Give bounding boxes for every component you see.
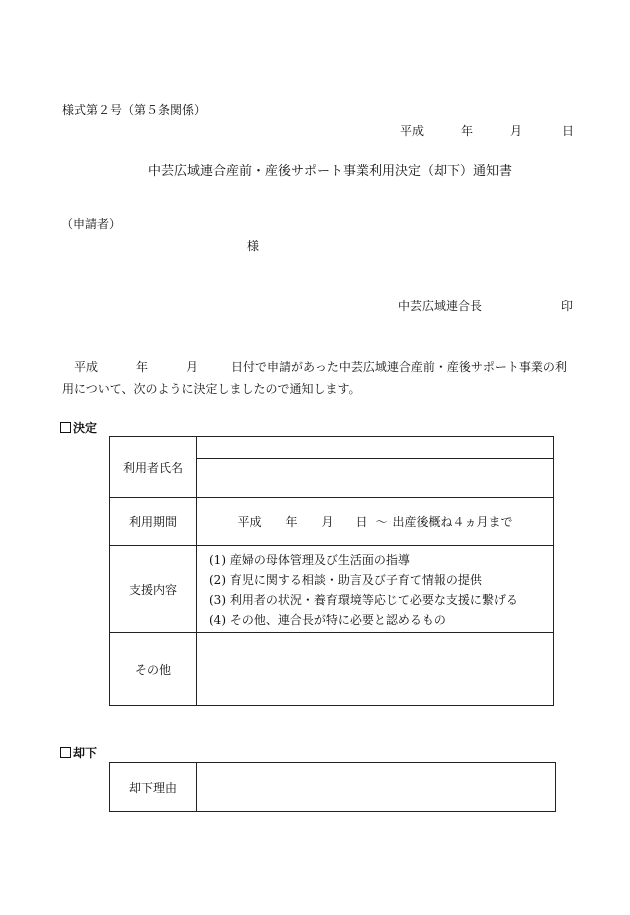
notice-body-line2: 用について、次のように決定しましたので通知します。	[62, 382, 361, 396]
table-row	[110, 437, 554, 459]
rejection-table	[109, 762, 556, 812]
form-number: 様式第２号（第５条関係）	[62, 103, 207, 117]
notice-body	[62, 356, 574, 400]
table-row	[110, 498, 554, 546]
support-content	[197, 546, 554, 633]
reason-label: 却下理由	[110, 763, 197, 812]
document-title: 中芸広域連合産前・産後サポート事業利用決定（却下）通知書	[148, 164, 513, 179]
date-year-unit: 年	[461, 124, 474, 138]
other-label: その他	[110, 633, 197, 706]
user-name-label: 利用者氏名	[110, 437, 197, 498]
table-row	[110, 546, 554, 633]
rejection-heading	[60, 744, 97, 761]
date-month-unit: 月	[510, 124, 523, 138]
period-era: 平成	[237, 515, 262, 529]
user-name-field[interactable]	[197, 459, 554, 498]
issuer-title: 中芸広域連合長	[398, 299, 483, 313]
other-field[interactable]	[197, 633, 554, 706]
support-item-2: (2) 育児に関する相談・助言及び子育て情報の提供	[209, 573, 482, 587]
period-label: 利用期間	[110, 498, 197, 546]
body-era: 平成	[74, 360, 99, 374]
table-row	[110, 763, 556, 812]
period-tilde: ～	[375, 515, 388, 529]
checkbox-icon[interactable]	[60, 422, 71, 433]
applicant-label: （申請者）	[61, 217, 122, 231]
period-month-unit: 月	[321, 515, 334, 529]
decision-heading	[60, 419, 97, 436]
applicant-honorific: 様	[247, 239, 260, 253]
seal-mark: 印	[561, 299, 574, 313]
period-until: 出産後概ね４ヵ月まで	[392, 515, 513, 529]
notice-body-line1	[62, 356, 574, 378]
table-row	[110, 633, 554, 706]
date-era: 平成	[400, 124, 425, 138]
support-label: 支援内容	[110, 546, 197, 633]
checkbox-icon[interactable]	[60, 747, 71, 758]
support-item-1: (1) 産婦の母体管理及び生活面の指導	[209, 553, 410, 567]
date-day-unit: 日	[562, 124, 575, 138]
decision-heading-text: 決定	[73, 421, 98, 435]
period-year-unit: 年	[285, 515, 298, 529]
period-day-unit: 日	[355, 515, 368, 529]
period-field	[197, 498, 554, 546]
reason-field[interactable]	[197, 763, 556, 812]
body-month-unit: 月	[186, 360, 199, 374]
body-year-unit: 年	[136, 360, 149, 374]
support-item-4: (4) その他、連合長が特に必要と認めるもの	[209, 613, 446, 627]
support-list	[197, 546, 553, 632]
support-item-3: (3) 利用者の状況・養育環境等応じて必要な支援に繋げる	[209, 593, 518, 607]
user-name-kana-field[interactable]	[197, 437, 554, 459]
rejection-heading-text: 却下	[73, 746, 98, 760]
body-text-after: 日付で申請があった中芸広域連合産前・産後サポート事業の利	[231, 360, 567, 374]
decision-table	[109, 436, 554, 706]
